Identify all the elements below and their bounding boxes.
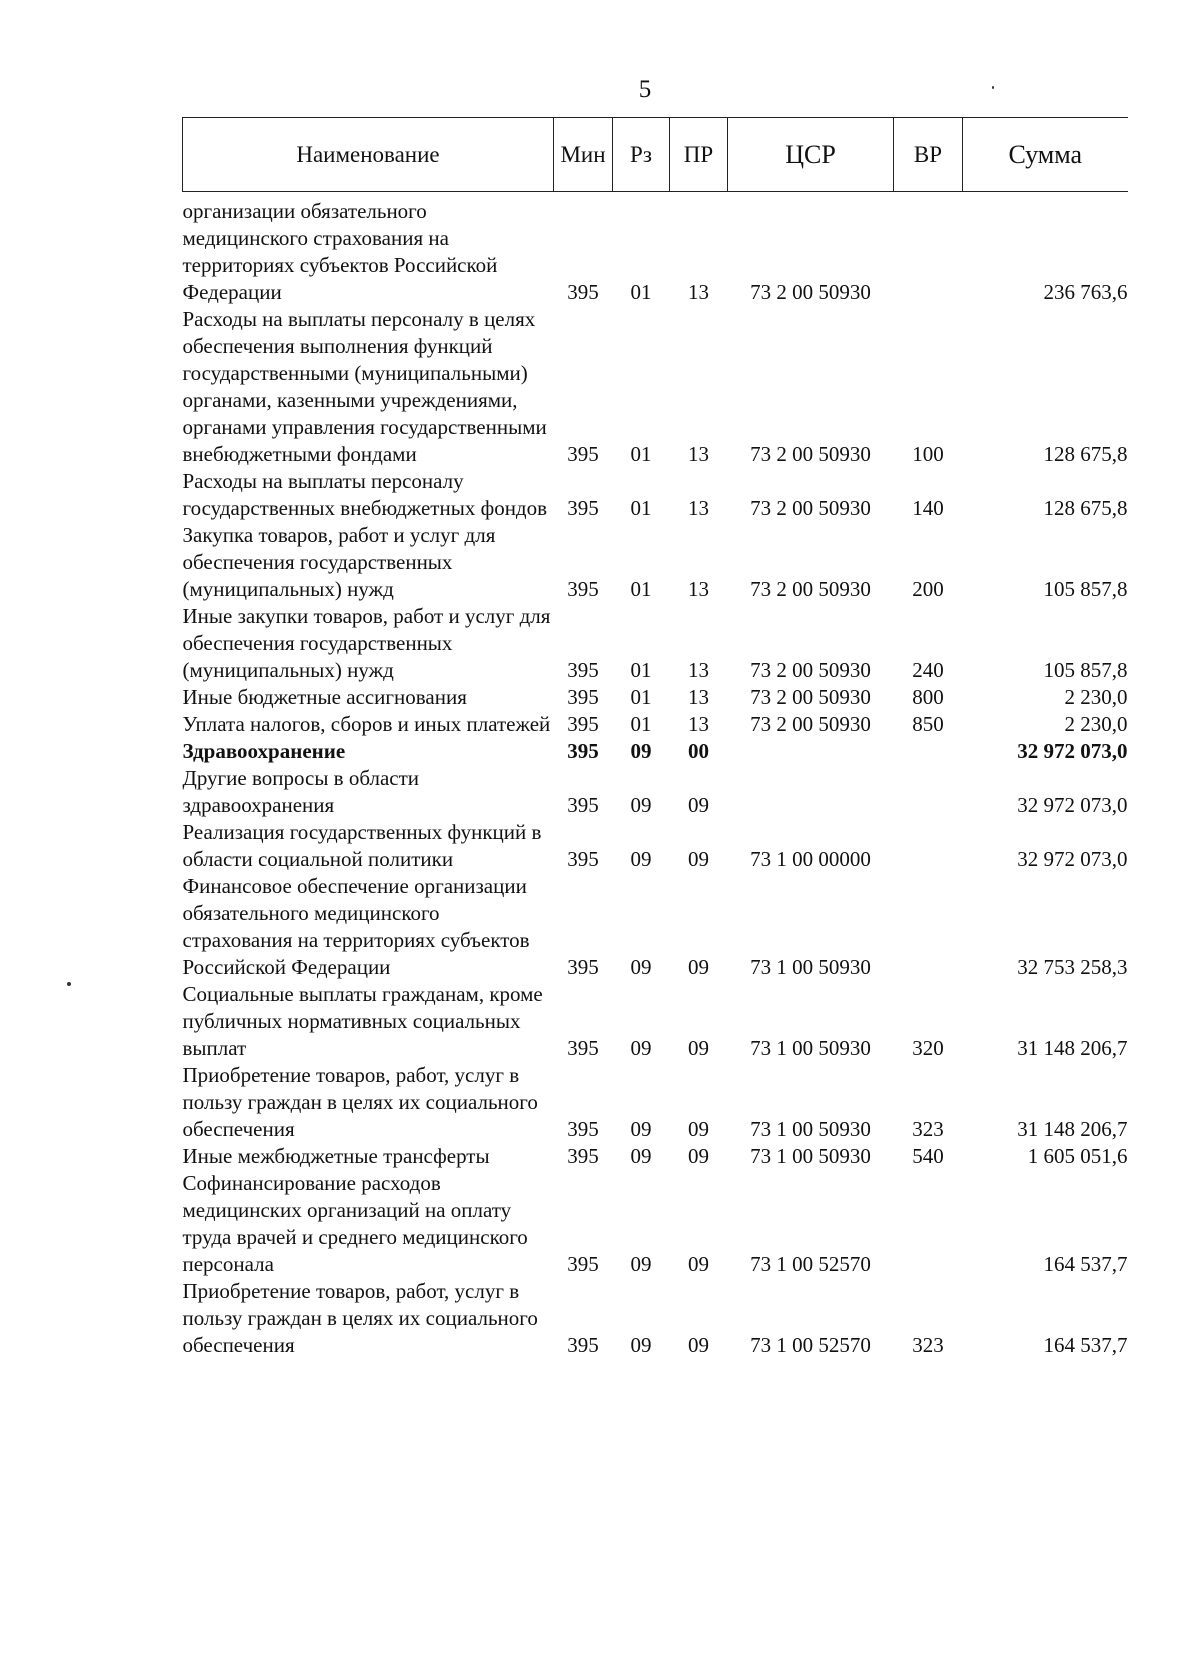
cell-rz: 01 [630,685,652,709]
cell-csr [728,738,894,765]
table-row [183,522,1128,603]
table-row [183,603,1128,684]
cell-name: Иные бюджетные ассигнования [182,685,467,709]
cell-pr: 13 [688,442,709,466]
cell-sum: 164 537,7 [1043,1252,1128,1276]
table-row [183,1062,1128,1143]
cell-vr: 800 [912,685,944,709]
cell-min: 395 [567,1144,599,1168]
cell-pr: 13 [688,577,709,601]
cell-vr [894,765,963,819]
cell-min: 395 [567,1117,599,1141]
cell-min: 395 [567,1036,599,1060]
cell-name: Уплата налогов, сборов и иных платежей [182,712,551,736]
cell-min: 395 [567,496,599,520]
cell-rz: 09 [630,955,652,979]
cell-csr: 73 1 00 50930 [750,1036,871,1060]
column-header-min: Мин [554,118,613,192]
scan-speck [992,86,994,89]
cell-sum: 236 763,6 [1043,280,1128,304]
cell-min: 395 [567,955,599,979]
table-row [183,819,1128,873]
cell-csr: 73 2 00 50930 [750,280,871,304]
cell-csr: 73 2 00 50930 [750,658,871,682]
cell-rz: 09 [630,1252,652,1276]
cell-name: Финансовое обеспечение организации обязательного медицинского страхования на территориях субъектов Российской Федерации [182,874,530,979]
cell-sum: 32 972 073,0 [1017,739,1128,763]
cell-sum: 2 230,0 [1064,712,1128,736]
cell-vr [894,873,963,981]
cell-min: 395 [567,847,599,871]
cell-name: Приобретение товаров, работ, услуг в пользу граждан в целях их социального обеспечения [182,1279,538,1357]
cell-vr: 850 [912,712,944,736]
cell-rz: 09 [630,847,652,871]
cell-rz: 01 [630,712,652,736]
cell-rz: 01 [630,496,652,520]
table-row [183,684,1128,711]
table-row [183,981,1128,1062]
cell-pr: 09 [688,1252,709,1276]
cell-name: организации обязательного медицинского страхования на территориях субъектов Российской Федерации [182,199,498,304]
cell-rz: 09 [630,1144,652,1168]
cell-pr: 09 [688,1036,709,1060]
cell-csr: 73 1 00 50930 [750,1144,871,1168]
cell-name: Расходы на выплаты персоналу государственных внебюджетных фондов [182,469,548,520]
column-header-csr: ЦСР [728,118,894,192]
cell-pr: 13 [688,658,709,682]
column-header-rz: Рз [613,118,670,192]
cell-name: Реализация государственных функций в области социальной политики [182,820,542,871]
cell-rz: 09 [630,1036,652,1060]
cell-pr: 09 [688,1144,709,1168]
cell-vr: 323 [912,1117,944,1141]
budget-table [182,117,1128,1359]
cell-vr: 200 [912,577,944,601]
cell-name: Другие вопросы в области здравоохранения [182,766,420,817]
cell-min: 395 [567,577,599,601]
cell-pr: 09 [688,1333,709,1357]
cell-min: 395 [567,1252,599,1276]
page-number: 5 [638,76,652,103]
cell-csr: 73 1 00 52570 [750,1333,871,1357]
cell-sum: 32 753 258,3 [1017,955,1128,979]
column-header-vr: ВР [894,118,963,192]
cell-pr: 00 [688,739,709,763]
column-header-sum: Сумма [963,118,1128,192]
table-row [183,873,1128,981]
cell-name: Иные закупки товаров, работ и услуг для обеспечения государственных (муниципальных) нужд [182,604,551,682]
cell-pr: 09 [688,955,709,979]
table-row [183,738,1128,765]
cell-rz: 01 [630,280,652,304]
cell-min: 395 [567,658,599,682]
cell-csr: 73 2 00 50930 [750,496,871,520]
cell-name: Приобретение товаров, работ, услуг в пользу граждан в целях их социального обеспечения [182,1063,538,1141]
cell-rz: 09 [630,1333,652,1357]
table-row [183,1170,1128,1278]
table-row [183,198,1128,306]
cell-csr: 73 2 00 50930 [750,712,871,736]
cell-min: 395 [567,280,599,304]
cell-rz: 09 [630,739,652,763]
cell-sum: 32 972 073,0 [1017,793,1128,817]
cell-csr: 73 1 00 50930 [750,955,871,979]
cell-csr: 73 1 00 52570 [750,1252,871,1276]
cell-pr: 13 [688,712,709,736]
table-row [183,306,1128,468]
cell-csr: 73 2 00 50930 [750,685,871,709]
cell-min: 395 [567,712,599,736]
cell-sum: 32 972 073,0 [1017,847,1128,871]
cell-rz: 01 [630,577,652,601]
cell-sum: 1 605 051,6 [1027,1144,1128,1168]
cell-rz: 09 [630,793,652,817]
cell-min: 395 [567,442,599,466]
cell-sum: 2 230,0 [1064,685,1128,709]
cell-csr: 73 2 00 50930 [750,577,871,601]
cell-min: 395 [567,793,599,817]
cell-sum: 128 675,8 [1043,442,1128,466]
cell-min: 395 [567,739,599,763]
cell-name: Софинансирование расходов медицинских организаций на оплату труда врачей и среднего медицинского персонала [182,1171,528,1276]
cell-pr: 09 [688,1117,709,1141]
cell-vr: 140 [912,496,944,520]
cell-sum: 105 857,8 [1043,658,1128,682]
cell-csr [728,765,894,819]
cell-vr: 320 [912,1036,944,1060]
cell-name: Расходы на выплаты персоналу в целях обеспечения выполнения функций государственными (муниципальными) органами, казенными учреждениями, органами управления государственными внебюджетными фондами [182,307,547,466]
cell-sum: 164 537,7 [1043,1333,1128,1357]
cell-sum: 128 675,8 [1043,496,1128,520]
table-row [183,468,1128,522]
table-row [183,1143,1128,1170]
cell-name: Здравоохранение [182,739,346,763]
cell-vr: 540 [912,1144,944,1168]
cell-name: Иные межбюджетные трансферты [182,1144,490,1168]
cell-sum: 31 148 206,7 [1017,1036,1128,1060]
cell-vr [894,738,963,765]
cell-rz: 09 [630,1117,652,1141]
cell-vr [894,1170,963,1278]
cell-name: Закупка товаров, работ и услуг для обеспечения государственных (муниципальных) нужд [182,523,496,601]
cell-vr [894,819,963,873]
cell-min: 395 [567,685,599,709]
cell-vr [894,198,963,306]
table-row [183,711,1128,738]
cell-pr: 13 [688,685,709,709]
cell-pr: 13 [688,280,709,304]
table-header-row [183,118,1128,192]
table-row [183,765,1128,819]
cell-vr: 240 [912,658,944,682]
cell-vr: 323 [912,1333,944,1357]
cell-rz: 01 [630,658,652,682]
column-header-name: Наименование [183,118,554,192]
cell-sum: 105 857,8 [1043,577,1128,601]
cell-pr: 13 [688,496,709,520]
cell-pr: 09 [688,847,709,871]
cell-pr: 09 [688,793,709,817]
cell-name: Социальные выплаты гражданам, кроме публичных нормативных социальных выплат [182,982,543,1060]
cell-vr: 100 [912,442,944,466]
scan-speck [67,982,71,986]
table-body [183,192,1128,1360]
cell-rz: 01 [630,442,652,466]
cell-csr: 73 1 00 50930 [750,1117,871,1141]
cell-sum: 31 148 206,7 [1017,1117,1128,1141]
cell-csr: 73 1 00 00000 [750,847,871,871]
cell-csr: 73 2 00 50930 [750,442,871,466]
table-row [183,1278,1128,1359]
cell-min: 395 [567,1333,599,1357]
column-header-pr: ПР [670,118,728,192]
